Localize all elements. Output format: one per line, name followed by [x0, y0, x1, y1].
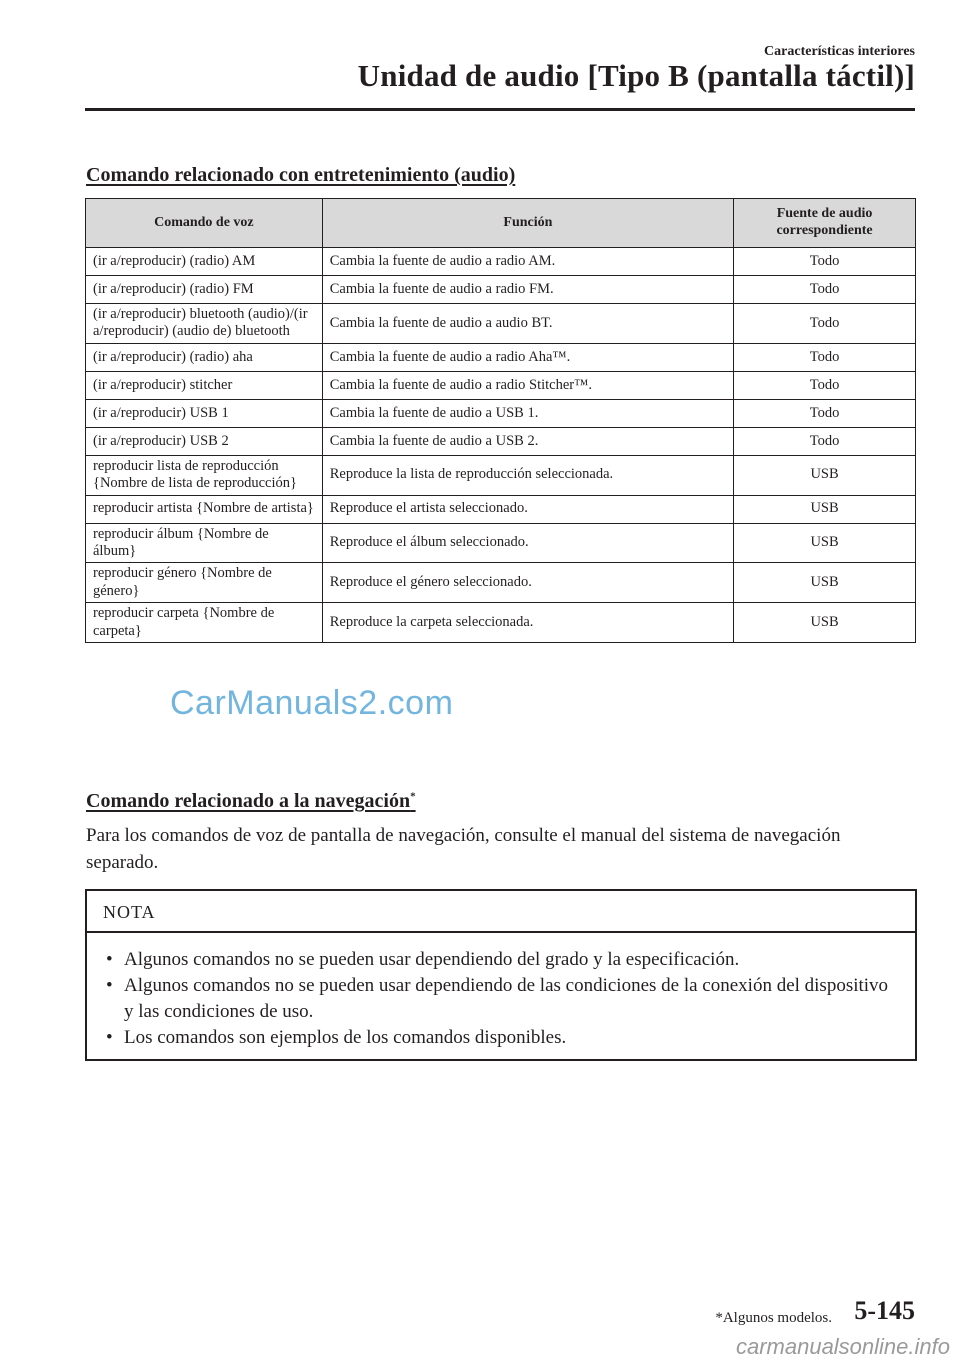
cell-command: (ir a/reproducir) (radio) aha	[86, 343, 323, 371]
table-row	[86, 563, 916, 603]
bullet-icon: •	[106, 949, 113, 970]
entertainment-heading: Comando relacionado con entretenimiento (audio)	[86, 164, 516, 186]
cell-function: Reproduce la carpeta seleccionada.	[322, 603, 733, 643]
table-row	[86, 304, 916, 344]
cell-command: (ir a/reproducir) USB 2	[86, 427, 323, 455]
cell-command: reproducir carpeta {Nombre de carpeta}	[86, 603, 323, 643]
cell-command: reproducir álbum {Nombre de álbum}	[86, 523, 323, 563]
table-row	[86, 495, 916, 523]
cell-command: (ir a/reproducir) (radio) FM	[86, 276, 323, 304]
cell-function: Cambia la fuente de audio a USB 2.	[322, 427, 733, 455]
navigation-paragraph: Para los comandos de voz de pantalla de navegación, consulte el manual del sistema de navegación separado.	[86, 825, 841, 873]
cell-source: USB	[734, 523, 916, 563]
footer-url: carmanualsonline.info	[735, 1334, 950, 1359]
cell-command: (ir a/reproducir) (radio) AM	[86, 248, 323, 276]
column-header-command: Comando de voz	[86, 199, 323, 248]
note-divider	[87, 931, 915, 933]
voice-command-table	[85, 198, 916, 643]
table-row	[86, 276, 916, 304]
table-body	[86, 248, 916, 643]
bullet-icon: •	[106, 975, 113, 996]
watermark: CarManuals2.com	[170, 684, 454, 722]
table-row	[86, 523, 916, 563]
header-divider	[85, 108, 915, 111]
note-item	[103, 1025, 895, 1051]
table-row	[86, 343, 916, 371]
cell-function: Cambia la fuente de audio a USB 1.	[322, 399, 733, 427]
cell-function: Reproduce el género seleccionado.	[322, 563, 733, 603]
cell-source: Todo	[734, 276, 916, 304]
cell-function: Reproduce la lista de reproducción seleccionada.	[322, 455, 733, 495]
cell-command: (ir a/reproducir) bluetooth (audio)/(ir a/reproducir) (audio de) bluetooth	[86, 304, 323, 344]
cell-source: USB	[734, 495, 916, 523]
cell-function: Cambia la fuente de audio a radio Stitcher™.	[322, 371, 733, 399]
table-row	[86, 427, 916, 455]
cell-function: Reproduce el álbum seleccionado.	[322, 523, 733, 563]
table-row	[86, 399, 916, 427]
note-box	[85, 889, 917, 1061]
cell-source: Todo	[734, 304, 916, 344]
table-row	[86, 603, 916, 643]
cell-function: Cambia la fuente de audio a radio AM.	[322, 248, 733, 276]
navigation-heading	[86, 790, 416, 813]
cell-source: Todo	[734, 371, 916, 399]
cell-source: USB	[734, 455, 916, 495]
cell-function: Cambia la fuente de audio a audio BT.	[322, 304, 733, 344]
note-list	[103, 947, 895, 1051]
cell-function: Cambia la fuente de audio a radio FM.	[322, 276, 733, 304]
footnote-mark: *	[410, 790, 416, 803]
table-row	[86, 248, 916, 276]
column-header-source: Fuente de audio correspondiente	[734, 199, 916, 248]
cell-command: reproducir lista de reproducción {Nombre de lista de reproducción}	[86, 455, 323, 495]
page-title: Unidad de audio [Tipo B (pantalla táctil)]	[357, 58, 915, 93]
table-row	[86, 371, 916, 399]
table-header-row	[86, 199, 916, 248]
cell-source: USB	[734, 603, 916, 643]
note-item-text: Los comandos son ejemplos de los comandos disponibles.	[124, 1027, 567, 1048]
cell-source: Todo	[734, 248, 916, 276]
cell-function: Cambia la fuente de audio a radio Aha™.	[322, 343, 733, 371]
note-item	[103, 973, 895, 1025]
page-number: 5-145	[854, 1296, 915, 1325]
bullet-icon: •	[106, 1027, 113, 1048]
navigation-heading-text: Comando relacionado a la navegación	[86, 790, 411, 812]
header-section-label: Características interiores	[764, 44, 915, 59]
table-row	[86, 455, 916, 495]
note-item-text: Algunos comandos no se pueden usar dependiendo de las condiciones de la conexión del dispositivo y las condiciones de uso.	[124, 975, 889, 1022]
cell-command: reproducir artista {Nombre de artista}	[86, 495, 323, 523]
note-item	[103, 947, 895, 973]
cell-source: Todo	[734, 427, 916, 455]
note-title: NOTA	[103, 902, 156, 922]
footnote: *Algunos modelos.	[715, 1310, 832, 1326]
cell-command: (ir a/reproducir) USB 1	[86, 399, 323, 427]
note-item-text: Algunos comandos no se pueden usar dependiendo del grado y la especificación.	[124, 949, 740, 970]
cell-source: USB	[734, 563, 916, 603]
cell-source: Todo	[734, 343, 916, 371]
column-header-function: Función	[322, 199, 733, 248]
cell-command: (ir a/reproducir) stitcher	[86, 371, 323, 399]
cell-command: reproducir género {Nombre de género}	[86, 563, 323, 603]
cell-function: Reproduce el artista seleccionado.	[322, 495, 733, 523]
cell-source: Todo	[734, 399, 916, 427]
